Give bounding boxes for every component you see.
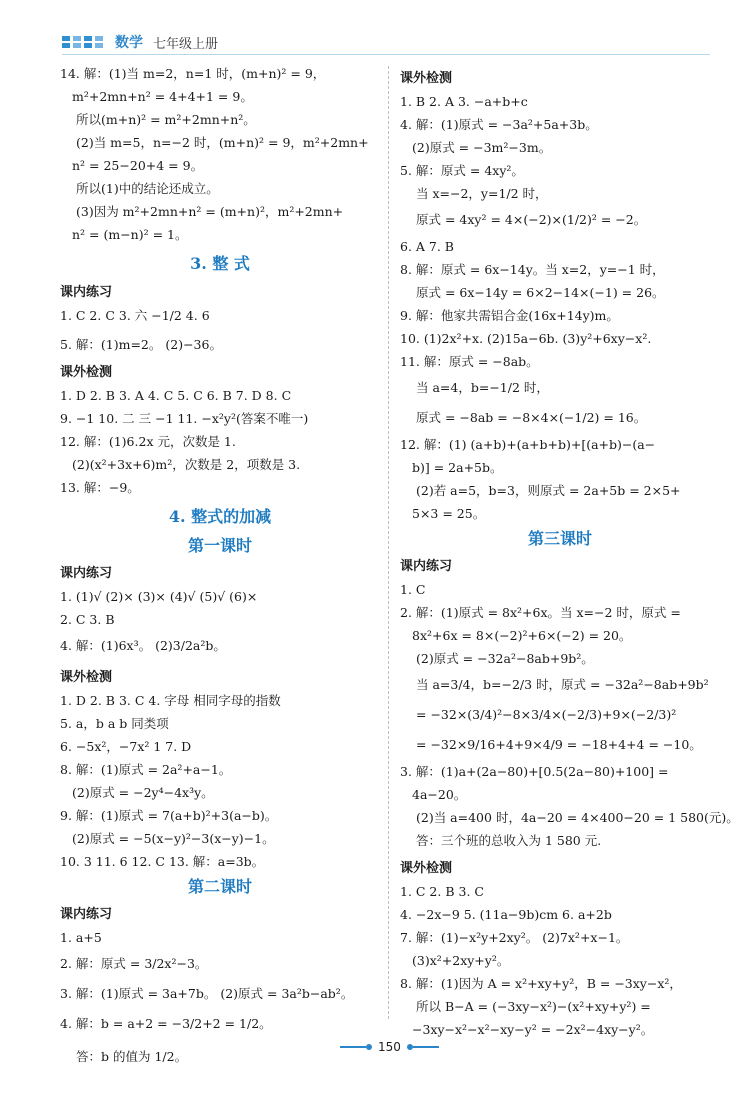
page-header <box>62 30 218 54</box>
answer-line: (2)原式 = −2y⁴−4x³y。 <box>72 785 214 800</box>
page-number: 150 <box>378 1040 401 1054</box>
answer-line: 所以(1)中的结论还成立。 <box>76 181 219 196</box>
answer-line: 当 x=−2，y=1/2 时， <box>416 186 548 201</box>
answer-line: 2. 解：原式 = 3/2x²−3。 <box>60 956 208 971</box>
answer-line: 4. 解：b = a+2 = −3/2+2 = 1/2。 <box>60 1016 272 1031</box>
answer-line: 4. 解：(1)原式 = −3a²+5a+3b。 <box>400 117 598 132</box>
answer-line: 8. 解：(1)因为 A = x²+xy+y²，B = −3xy−x²， <box>400 976 682 991</box>
answer-line: 1. D 2. B 3. C 4. 字母 相同字母的指数 <box>60 693 281 708</box>
answer-line: 所以 B−A = (−3xy−x²)−(x²+xy+y²) = <box>416 999 651 1014</box>
answer-line: 1. C 2. B 3. C <box>400 884 484 899</box>
answer-line: 14. 解：(1)当 m=2，n=1 时，(m+n)² = 9， <box>60 66 326 81</box>
answer-line: = −32×9/16+4+9×4/9 = −18+4+4 = −10。 <box>416 737 702 752</box>
answer-line: = −32×(3/4)²−8×3/4×(−2/3)+9×(−2/3)² <box>416 707 677 722</box>
answer-line: 原式 = 6x−14y = 6×2−14×(−1) = 26。 <box>416 285 665 300</box>
page-footer <box>340 1040 439 1054</box>
answer-line: 1. a+5 <box>60 930 102 945</box>
answer-line: (2)原式 = −32a²−8ab+9b²。 <box>416 651 594 666</box>
answer-line: −3xy−x²−x²−xy−y² = −2x²−4xy−y²。 <box>412 1022 654 1037</box>
section-heading: 课内练习 <box>400 559 453 574</box>
answer-line: 2. 解：(1)原式 = 8x²+6x。当 x=−2 时，原式 = <box>400 605 681 620</box>
answer-line: 12. 解：(1)6.2x 元，次数是 1. <box>60 434 236 449</box>
answer-line: 当 a=3/4，b=−2/3 时，原式 = −32a²−8ab+9b² <box>416 677 709 692</box>
answer-line: 7. 解：(1)−x²y+2xy²。 (2)7x²+x−1。 <box>400 930 629 945</box>
answer-line: 所以(m+n)² = m²+2mn+n²。 <box>76 112 256 127</box>
section-heading: 课内练习 <box>60 285 113 300</box>
answer-line: n² = (m−n)² = 1。 <box>72 227 188 242</box>
answer-line: 2. C 3. B <box>60 612 115 627</box>
answer-line: 8. 解：(1)原式 = 2a²+a−1。 <box>60 762 232 777</box>
answer-line: 3. 解：(1)原式 = 3a+7b。 (2)原式 = 3a²b−ab²。 <box>60 986 354 1001</box>
footer-right-bar <box>413 1046 439 1048</box>
answer-line: 5. 解：原式 = 4xy²。 <box>400 163 524 178</box>
answer-line: (2)原式 = −5(x−y)²−3(x−y)−1。 <box>72 831 275 846</box>
answer-line: (2)当 m=5，n=−2 时，(m+n)² = 9，m²+2mn+ <box>76 135 369 150</box>
lesson-title: 第一课时 <box>187 536 252 555</box>
answer-line: (2)(x²+3x+6)m²，次数是 2，项数是 3. <box>72 457 301 472</box>
answer-line: 答：b 的值为 1/2。 <box>76 1049 188 1064</box>
answer-line: 4. 解：(1)6x³。 (2)3/2a²b。 <box>60 638 226 653</box>
answer-line: 13. 解：−9。 <box>60 480 140 495</box>
answer-line: (2)若 a=5，b=3，则原式 = 2a+5b = 2×5+ <box>416 483 681 498</box>
right-column <box>400 62 739 1041</box>
answer-line: 4a−20。 <box>412 787 467 802</box>
footer-left-bar <box>340 1046 366 1048</box>
section-heading: 课外检测 <box>400 71 453 86</box>
answer-line: 4. −2x−9 5. (11a−9b)cm 6. a+2b <box>400 907 612 922</box>
answer-line: 10. (1)2x²+x. (2)15a−6b. (3)y²+6xy−x². <box>400 331 652 346</box>
header-subject: 数学 <box>115 35 143 51</box>
chapter-title: 4. 整式的加减 <box>168 507 272 526</box>
answer-line: (2)原式 = −3m²−3m。 <box>412 140 552 155</box>
answer-line: 8x²+6x = 8×(−2)²+6×(−2) = 20。 <box>412 628 632 643</box>
answer-line: 1. B 2. A 3. −a+b+c <box>400 94 528 109</box>
section-heading: 课内练习 <box>60 907 113 922</box>
answer-line: 9. 解：(1)原式 = 7(a+b)²+3(a−b)。 <box>60 808 278 823</box>
section-heading: 课内练习 <box>60 566 113 581</box>
answer-line: n² = 25−20+4 = 9。 <box>72 158 204 173</box>
answer-line: 8. 解：原式 = 6x−14y。当 x=2，y=−1 时， <box>400 262 665 277</box>
answer-line: b)] = 2a+5b。 <box>412 460 503 475</box>
footer-left-dot <box>366 1044 372 1050</box>
lesson-title: 第二课时 <box>187 877 252 896</box>
header-rule <box>62 54 710 55</box>
left-column <box>60 62 380 1068</box>
answer-line: 5. 解：(1)m=2。 (2)−36。 <box>60 337 222 352</box>
answer-line: 5×3 = 25。 <box>412 506 486 521</box>
column-divider <box>388 66 389 1019</box>
answer-line: 6. −5x²，−7x² 1 7. D <box>60 739 192 754</box>
answer-line: (3)因为 m²+2mn+n² = (m+n)²，m²+2mn+ <box>76 204 344 219</box>
answer-line: 答：三个班的总收入为 1 580 元. <box>416 833 602 848</box>
answer-line: (3)x²+2xy+y²。 <box>412 953 510 968</box>
section-heading: 课外检测 <box>400 861 453 876</box>
book-logo-icon <box>62 36 103 48</box>
answer-line: (2)当 a=400 时，4a−20 = 4×400−20 = 1 580(元)。 <box>416 810 739 825</box>
answer-line: 9. 解：他家共需铝合金(16x+14y)m。 <box>400 308 619 323</box>
answer-line: 原式 = −8ab = −8×4×(−1/2) = 16。 <box>416 410 647 425</box>
answer-line: 当 a=4，b=−1/2 时， <box>416 380 549 395</box>
answer-line: 10. 3 11. 6 12. C 13. 解：a=3b。 <box>60 854 265 869</box>
answer-line: 原式 = 4xy² = 4×(−2)×(1/2)² = −2。 <box>416 212 647 227</box>
answer-line: 3. 解：(1)a+(2a−80)+[0.5(2a−80)+100] = <box>400 764 669 779</box>
section-heading: 课外检测 <box>60 670 113 685</box>
answer-line: 12. 解：(1) (a+b)+(a+b+b)+[(a+b)−(a− <box>400 437 656 452</box>
answer-line: 5. a，b a b 同类项 <box>60 716 169 731</box>
section-heading: 课外检测 <box>60 365 113 380</box>
header-grade: 七年级上册 <box>153 36 219 52</box>
answer-line: 6. A 7. B <box>400 239 454 254</box>
answer-line: 1. D 2. B 3. A 4. C 5. C 6. B 7. D 8. C <box>60 388 292 403</box>
answer-line: 1. (1)√ (2)× (3)× (4)√ (5)√ (6)× <box>60 589 258 604</box>
chapter-title: 3. 整 式 <box>190 254 250 273</box>
answer-line: 11. 解：原式 = −8ab。 <box>400 354 539 369</box>
answer-line: 1. C <box>400 582 426 597</box>
answer-line: 1. C 2. C 3. 六 −1/2 4. 6 <box>60 308 210 323</box>
answer-line: 9. −1 10. 二 三 −1 11. −x²y²(答案不唯一) <box>60 411 309 426</box>
answer-line: m²+2mn+n² = 4+4+1 = 9。 <box>72 89 253 104</box>
lesson-title: 第三课时 <box>527 529 592 548</box>
